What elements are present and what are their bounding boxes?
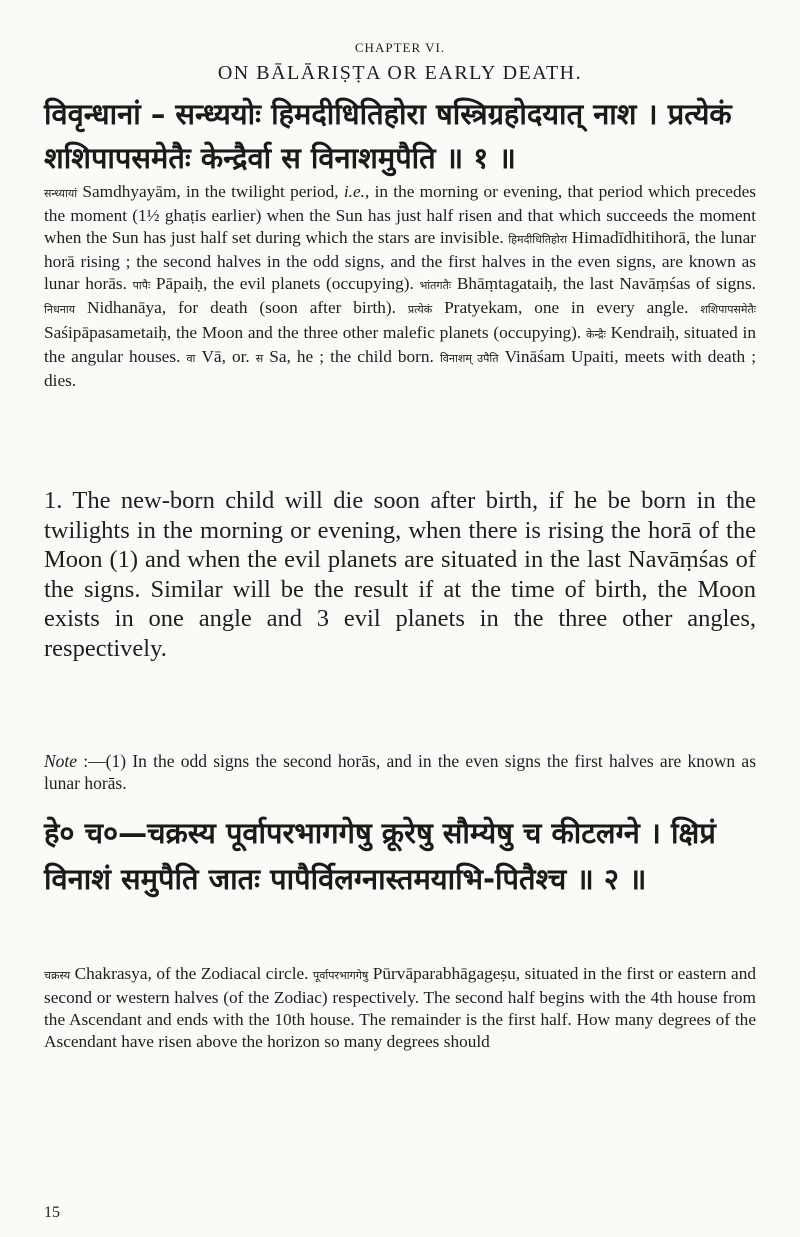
chapter-title: ON BĀLĀRIṢṬA OR EARLY DEATH. xyxy=(217,62,583,84)
gloss-term: निधनाय xyxy=(44,303,76,317)
gloss-term: वा xyxy=(186,351,196,365)
gloss-term: विनाशम् उपैति xyxy=(439,351,499,365)
gloss-term: शशिपापसमेतैः xyxy=(700,303,756,317)
note-label: Note xyxy=(44,751,78,771)
gloss-term: सन्ध्यायां xyxy=(44,187,78,200)
gloss-term: हिमदीधितिहोरा xyxy=(508,233,568,247)
translation-1: 1. The new-born child will die soon after birth, if he be born in the twilights in the morning or evening, when there is rising the horā of the Moon (1) and when the evil planets are situated in the last Navāṃśas of the signs. Similar will be the result if at the time of birth, the Moon exists in one angle and 3 evil planets in the three other angles, respectively. xyxy=(44,487,756,662)
chapter-heading: CHAPTER VI. xyxy=(354,40,446,55)
gloss-term: प्रत्येकं xyxy=(407,303,433,317)
sanskrit-verse-2: हे० च०—चक्रस्य पूर्वापरभागगेषु क्रूरेषु सौम्येषु च कीटलग्ने । क्षिप्रं विनाशं समुपैति जातः पापैर्विलग्नास्तमयाभि-पितैश्च ॥ २ ॥ xyxy=(44,816,716,896)
gloss-term: चक्रस्य xyxy=(44,969,71,982)
note-1: Note :—(1) In the odd signs the second horās, and in the even signs the first halves are known as lunar horās. xyxy=(44,751,756,793)
page-number: 15 xyxy=(44,1204,60,1221)
gloss-term: पूर्वापरभागगेषु xyxy=(313,969,369,982)
gloss-term: केन्द्रैः xyxy=(585,327,606,341)
gloss-term: स xyxy=(255,351,264,365)
sanskrit-verse-1: विवृन्धानां – सन्ध्ययोः हिमदीधितिहोरा षस्त्रिग्रहोदयात् नाश । प्रत्येकं शशिपापसमेतैः केन्द्रैर्वा स विनाशमुपैति ॥ १ ॥ xyxy=(44,97,732,175)
gloss-term: भांतगतैः xyxy=(419,279,452,293)
gloss-term: पापैः xyxy=(132,279,151,293)
word-gloss-1: सन्ध्यायां Samdhyayām, in the twilight period, i.e., in the morning or evening, that period which precedes the moment (1½ ghaṭis earlier) when the Sun has just half risen and that which succeeds the moment when the Sun has just half set during which the stars are invisible. हिमदीधितिहोरा Himadīdhitihorā, the lunar horā rising ; the second halves in the odd signs, and the first halves in the even signs, are known as lunar horās. पापैः Pāpaiḥ, the evil planets (occupying). भांतगतैः Bhāṃtagataiḥ, the last Navāṃśas of signs. निधनाय Nidhanāya, for death (soon after birth). प्रत्येकं Pratyekam, one in every angle. शशिपापसमेतैः Saśipāpasametaiḥ, the Moon and the three other malefic planets (occupying). केन्द्रैः Kendraiḥ, situated in the angular houses. वा Vā, or. स Sa, he ; the child born. विनाशम् उपैति Vināśam Upaiti, meets with death ; dies. xyxy=(44,182,756,390)
word-gloss-2: चक्रस्य Chakrasya, of the Zodiacal circle. पूर्वापरभागगेषु Pūrvāparabhāgageṣu, situated in the first or eastern and second or western halves (of the Zodiac) respectively. The second half begins with the 4th house from the Ascendant and ends with the 10th house. The remainder is the first half. How many degrees of the Ascendant have risen above the horizon so many degrees should xyxy=(44,964,757,1052)
